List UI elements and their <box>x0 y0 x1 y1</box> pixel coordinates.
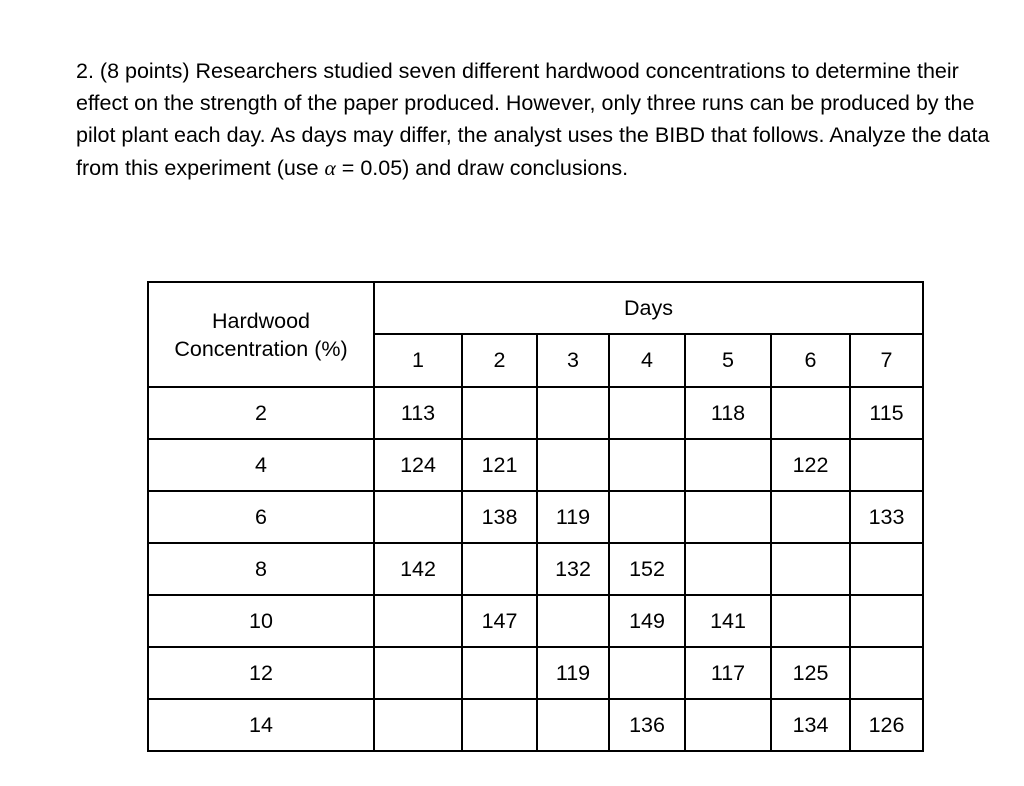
strength-cell <box>537 595 609 647</box>
strength-cell <box>537 699 609 751</box>
strength-cell: 122 <box>771 439 850 491</box>
problem-text-part1: 2. (8 points) Researchers studied seven different hardwood concentrations to determine their effect on the strength of the paper produced. However, only three runs can be produced by the pilot plant each day. As days may differ, the analyst uses the BIBD that follows. Analyze the data from this experiment (use <box>76 59 990 180</box>
strength-cell <box>685 491 771 543</box>
strength-cell <box>850 595 923 647</box>
strength-cell <box>537 439 609 491</box>
concentration-cell: 2 <box>148 387 374 439</box>
strength-cell: 152 <box>609 543 685 595</box>
strength-cell <box>771 387 850 439</box>
concentration-column-header <box>148 282 374 387</box>
day-header: 2 <box>462 334 537 387</box>
strength-cell: 115 <box>850 387 923 439</box>
strength-cell: 119 <box>537 491 609 543</box>
concentration-cell: 6 <box>148 491 374 543</box>
table-header-row <box>148 282 923 334</box>
strength-cell <box>462 699 537 751</box>
concentration-cell: 8 <box>148 543 374 595</box>
day-header: 1 <box>374 334 462 387</box>
strength-cell: 142 <box>374 543 462 595</box>
strength-cell: 121 <box>462 439 537 491</box>
problem-text-part2: = 0.05) and draw conclusions. <box>335 155 629 180</box>
strength-cell <box>850 543 923 595</box>
strength-cell: 117 <box>685 647 771 699</box>
strength-cell: 147 <box>462 595 537 647</box>
table-row <box>148 387 923 439</box>
strength-cell: 126 <box>850 699 923 751</box>
strength-cell <box>850 647 923 699</box>
table-row <box>148 595 923 647</box>
table-row <box>148 543 923 595</box>
days-column-group-header: Days <box>374 282 923 334</box>
strength-cell: 119 <box>537 647 609 699</box>
strength-cell: 138 <box>462 491 537 543</box>
strength-cell <box>462 387 537 439</box>
strength-cell <box>537 387 609 439</box>
concentration-cell: 4 <box>148 439 374 491</box>
strength-cell <box>374 491 462 543</box>
strength-cell: 133 <box>850 491 923 543</box>
strength-cell: 118 <box>685 387 771 439</box>
day-header: 4 <box>609 334 685 387</box>
strength-cell <box>771 595 850 647</box>
strength-cell <box>771 543 850 595</box>
strength-cell <box>609 647 685 699</box>
strength-cell <box>685 543 771 595</box>
strength-cell <box>771 491 850 543</box>
concentration-cell: 12 <box>148 647 374 699</box>
concentration-header-line2: Concentration (%) <box>174 336 348 361</box>
alpha-symbol: α <box>324 155 336 180</box>
bibd-data-table <box>147 281 924 752</box>
table-row <box>148 699 923 751</box>
concentration-header-line1: Hardwood <box>212 308 310 333</box>
day-header: 3 <box>537 334 609 387</box>
day-header: 7 <box>850 334 923 387</box>
strength-cell: 125 <box>771 647 850 699</box>
concentration-cell: 10 <box>148 595 374 647</box>
strength-cell: 124 <box>374 439 462 491</box>
strength-cell <box>609 491 685 543</box>
strength-cell: 134 <box>771 699 850 751</box>
strength-cell: 149 <box>609 595 685 647</box>
strength-cell: 113 <box>374 387 462 439</box>
strength-cell <box>462 647 537 699</box>
table-row <box>148 491 923 543</box>
strength-cell <box>609 387 685 439</box>
table-row <box>148 439 923 491</box>
strength-cell: 136 <box>609 699 685 751</box>
strength-cell: 132 <box>537 543 609 595</box>
concentration-cell: 14 <box>148 699 374 751</box>
strength-cell <box>850 439 923 491</box>
strength-cell <box>462 543 537 595</box>
strength-cell <box>685 439 771 491</box>
strength-cell <box>374 699 462 751</box>
strength-cell: 141 <box>685 595 771 647</box>
day-header: 6 <box>771 334 850 387</box>
strength-cell <box>609 439 685 491</box>
strength-cell <box>374 595 462 647</box>
problem-statement <box>76 55 1006 184</box>
day-header: 5 <box>685 334 771 387</box>
strength-cell <box>374 647 462 699</box>
strength-cell <box>685 699 771 751</box>
table-row <box>148 647 923 699</box>
